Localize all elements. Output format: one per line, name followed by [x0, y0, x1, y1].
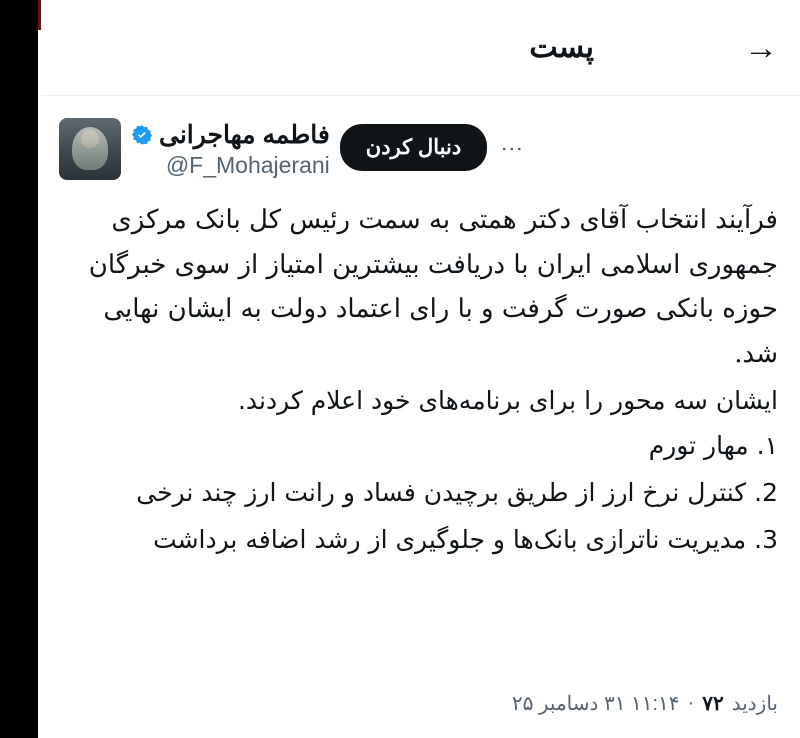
author-name-line — [131, 120, 330, 150]
post-list-item: 2. کنترل نرخ ارز از طریق برچیدن فساد و رانت ارز چند نرخی — [136, 477, 778, 507]
page-title: پست — [529, 31, 594, 64]
footer-separator: · — [687, 692, 695, 714]
views-label: بازدید — [731, 693, 778, 715]
post-header — [41, 0, 800, 96]
post-list-item: 3. مدیریت ناترازی بانک‌ها و جلوگیری از رشد اضافه برداشت — [153, 524, 778, 554]
avatar[interactable] — [59, 118, 121, 180]
more-options-icon[interactable]: ⋮ — [500, 137, 526, 158]
post-list-item: ۱. مهار تورم — [648, 430, 778, 460]
post-footer — [41, 679, 800, 738]
post-paragraph: فرآیند انتخاب آقای دکتر همتی به سمت رئیس کل بانک مرکزی جمهوری اسلامی ایران با دریافت بیشترین امتیاز از سوی خبرگان حوزه بانکی صورت گرفت و با رای اعتماد دولت به ایشان نهایی شد. — [88, 205, 778, 370]
author-names — [131, 120, 330, 179]
author-handle[interactable]: @F_Mohajerani — [165, 152, 330, 178]
capture-edge-strip — [0, 0, 38, 738]
arrow-right-icon[interactable]: → — [744, 28, 778, 67]
author-row — [41, 96, 800, 180]
post-card — [41, 0, 800, 738]
verified-badge-icon — [131, 124, 153, 146]
post-timestamp: ۱۱:۱۴ ۳۱ دسامبر ۲۵ — [511, 693, 680, 715]
author-actions — [340, 118, 527, 171]
post-paragraph: ایشان سه محور را برای برنامه‌های خود اعلام کردند. — [237, 385, 778, 415]
follow-button[interactable]: دنبال کردن — [340, 124, 487, 171]
views-count: ۷۲ — [702, 693, 724, 715]
post-body — [41, 180, 800, 679]
author-display-name[interactable]: فاطمه مهاجرانی — [159, 121, 330, 149]
